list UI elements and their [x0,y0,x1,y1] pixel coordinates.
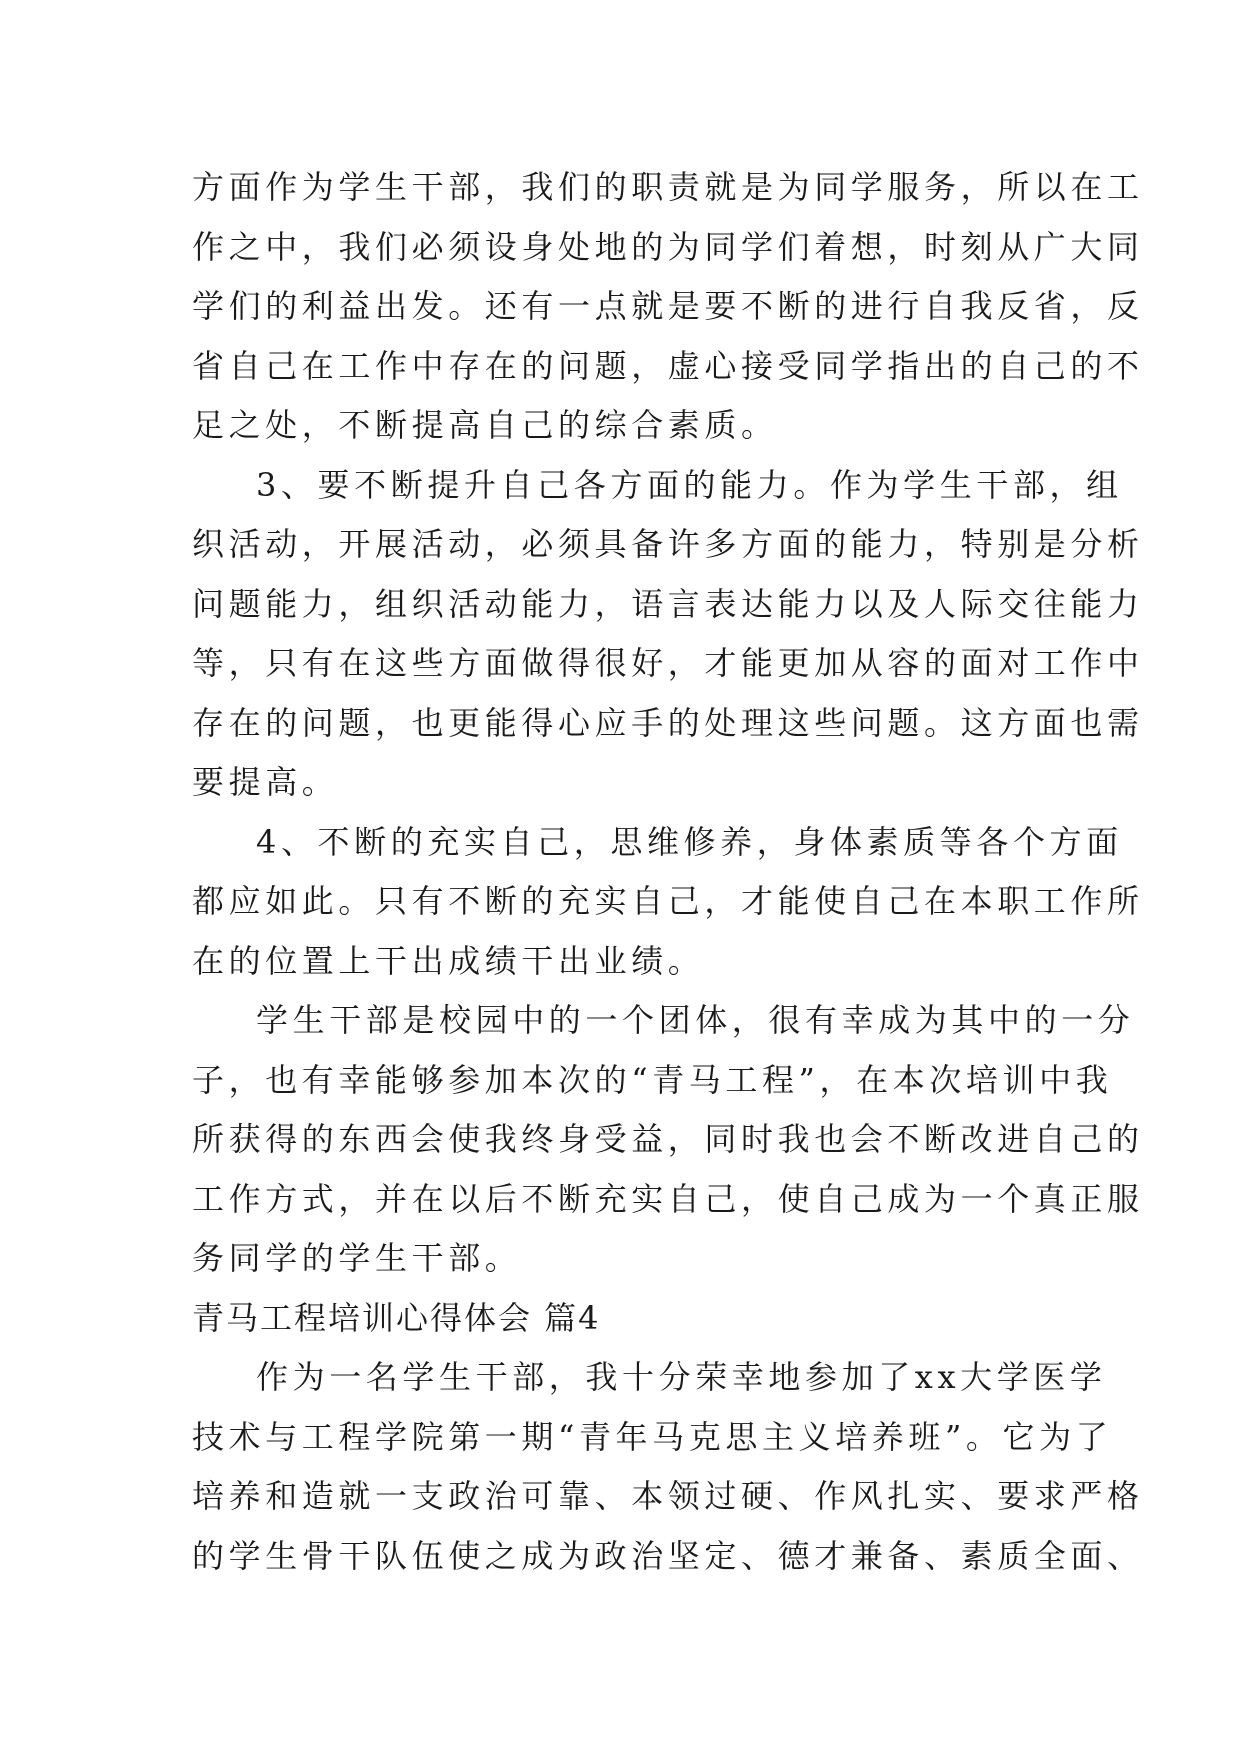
paragraph-start-line: 学生干部是校园中的一个团体，很有幸成为其中的一分 [256,1001,1135,1039]
text-line: 所获得的东西会使我终身受益，同时我也会不断改进自己的 [192,1120,1144,1158]
text-line: 工作方式，并在以后不断充实自己，使自己成为一个真正服 [192,1179,1144,1218]
document-body [192,158,1144,1586]
section-heading: 青马工程培训心得体会 篇4 [192,1298,601,1337]
text-line: 学们的利益出发。还有一点就是要不断的进行自我反省，反 [192,287,1144,325]
text-line: 技术与工程学院第一期“青年马克思主义培养班”。它为了 [192,1417,1113,1456]
paragraph-start-line: 作为一名学生干部，我十分荣幸地参加了xx大学医学 [256,1358,1107,1396]
paragraph-start-line: 3、要不断提升自己各方面的能力。作为学生干部，组 [256,465,1123,504]
text-line: 在的位置上干出成绩干出业绩。 [192,941,705,980]
text-line: 培养和造就一支政治可靠、本领过硬、作风扎实、要求严格 [192,1477,1144,1515]
text-line: 省自己在工作中存在的问题，虚心接受同学指出的自己的不 [192,346,1144,385]
text-line: 的学生骨干队伍使之成为政治坚定、德才兼备、素质全面、 [192,1536,1144,1575]
text-line: 都应如此。只有不断的充实自己，才能使自己在本职工作所 [192,882,1144,920]
paragraph-start-line: 4、不断的充实自己，思维修养，身体素质等各个方面 [256,822,1123,861]
text-line: 务同学的学生干部。 [192,1239,522,1277]
text-line: 方面作为学生干部，我们的职责就是为同学服务，所以在工 [192,168,1144,206]
text-line: 足之处，不断提高自己的综合素质。 [192,406,778,444]
text-line: 作之中，我们必须设身处地的为同学们着想，时刻从广大同 [192,227,1144,266]
text-line: 要提高。 [192,763,339,801]
text-line: 织活动，开展活动，必须具备许多方面的能力，特别是分析 [192,525,1144,563]
text-line: 等，只有在这些方面做得很好，才能更加从容的面对工作中 [192,644,1144,682]
text-line: 问题能力，组织活动能力，语言表达能力以及人际交往能力 [192,584,1144,623]
text-line: 子，也有幸能够参加本次的“青马工程”，在本次培训中我 [192,1060,1113,1099]
text-line: 存在的问题，也更能得心应手的处理这些问题。这方面也需 [192,703,1144,742]
